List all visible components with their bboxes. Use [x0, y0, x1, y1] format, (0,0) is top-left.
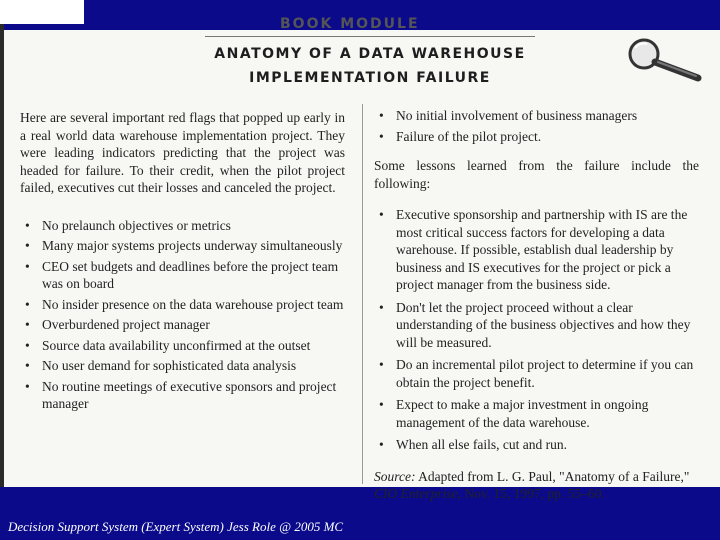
source-text: Adapted from L. G. Paul, "Anatomy of a Failure," — [418, 468, 690, 484]
column-divider — [362, 104, 363, 484]
top-left-block — [0, 0, 84, 24]
lesson-item: • Do an incremental pilot project to determine if you can obtain the project benefit. — [374, 356, 699, 391]
title-line-2: IMPLEMENTATION FAILURE — [249, 70, 491, 86]
right-column — [374, 107, 699, 503]
cut-heading: BOOK MODULE — [280, 16, 420, 32]
lesson-item: • Expect to make a major investment in ongoing management of the data warehouse. — [374, 396, 699, 431]
source-detail: Nov. 15, 1997, pp. 55–60. — [464, 486, 605, 501]
red-flag-item: • No initial involvement of business managers — [374, 107, 699, 125]
page-title — [200, 42, 540, 90]
footer-caption: Decision Support System (Expert System) Jess Role @ 2005 MC — [8, 519, 344, 534]
title-rule-top — [205, 36, 535, 37]
source-label: Source: — [374, 468, 416, 484]
red-flag-item: • Overburdened project manager — [20, 316, 345, 334]
scan-left-edge — [0, 24, 4, 487]
red-flag-item: • No user demand for sophisticated data analysis — [20, 357, 345, 375]
red-flags-list-continued — [374, 107, 699, 145]
lessons-list — [374, 206, 699, 454]
red-flag-item: • No prelaunch objectives or metrics — [20, 217, 345, 235]
intro-paragraph: Here are several important red flags that popped up early in a real world data warehouse implementation project. They were leading indicators predicting that the project was headed for failure. To their credit, when the pilot project failed, executives cut their losses and canceled the project. — [20, 110, 345, 195]
magnifying-glass-icon — [622, 34, 708, 84]
red-flag-item: • No routine meetings of executive sponsors and project manager — [20, 378, 345, 413]
title-line-1: ANATOMY OF A DATA WAREHOUSE — [214, 46, 526, 62]
source-publication: CIO Enterprise, — [374, 486, 461, 501]
source-citation — [374, 468, 699, 503]
red-flag-item: • Failure of the pilot project. — [374, 128, 699, 146]
red-flag-item: • Source data availability unconfirmed at the outset — [20, 337, 345, 355]
red-flag-item: • CEO set budgets and deadlines before the project team was on board — [20, 258, 345, 293]
scanned-page — [0, 16, 720, 501]
lesson-item: • When all else fails, cut and run. — [374, 436, 699, 454]
lesson-item: • Don't let the project proceed without a clear understanding of the business objectives and how they will be measured. — [374, 299, 699, 352]
red-flag-item: • No insider presence on the data warehouse project team — [20, 296, 345, 314]
left-column — [20, 109, 345, 416]
lesson-item: • Executive sponsorship and partnership with IS are the most critical success factors for developing a data warehouse. If possible, establish dual leadership by business and IS executives for the project or pick a project manager from the business side. — [374, 206, 699, 294]
red-flags-list — [20, 217, 345, 413]
red-flag-item: • Many major systems projects underway simultaneously — [20, 237, 345, 255]
lessons-intro: Some lessons learned from the failure include the following: — [374, 158, 699, 191]
